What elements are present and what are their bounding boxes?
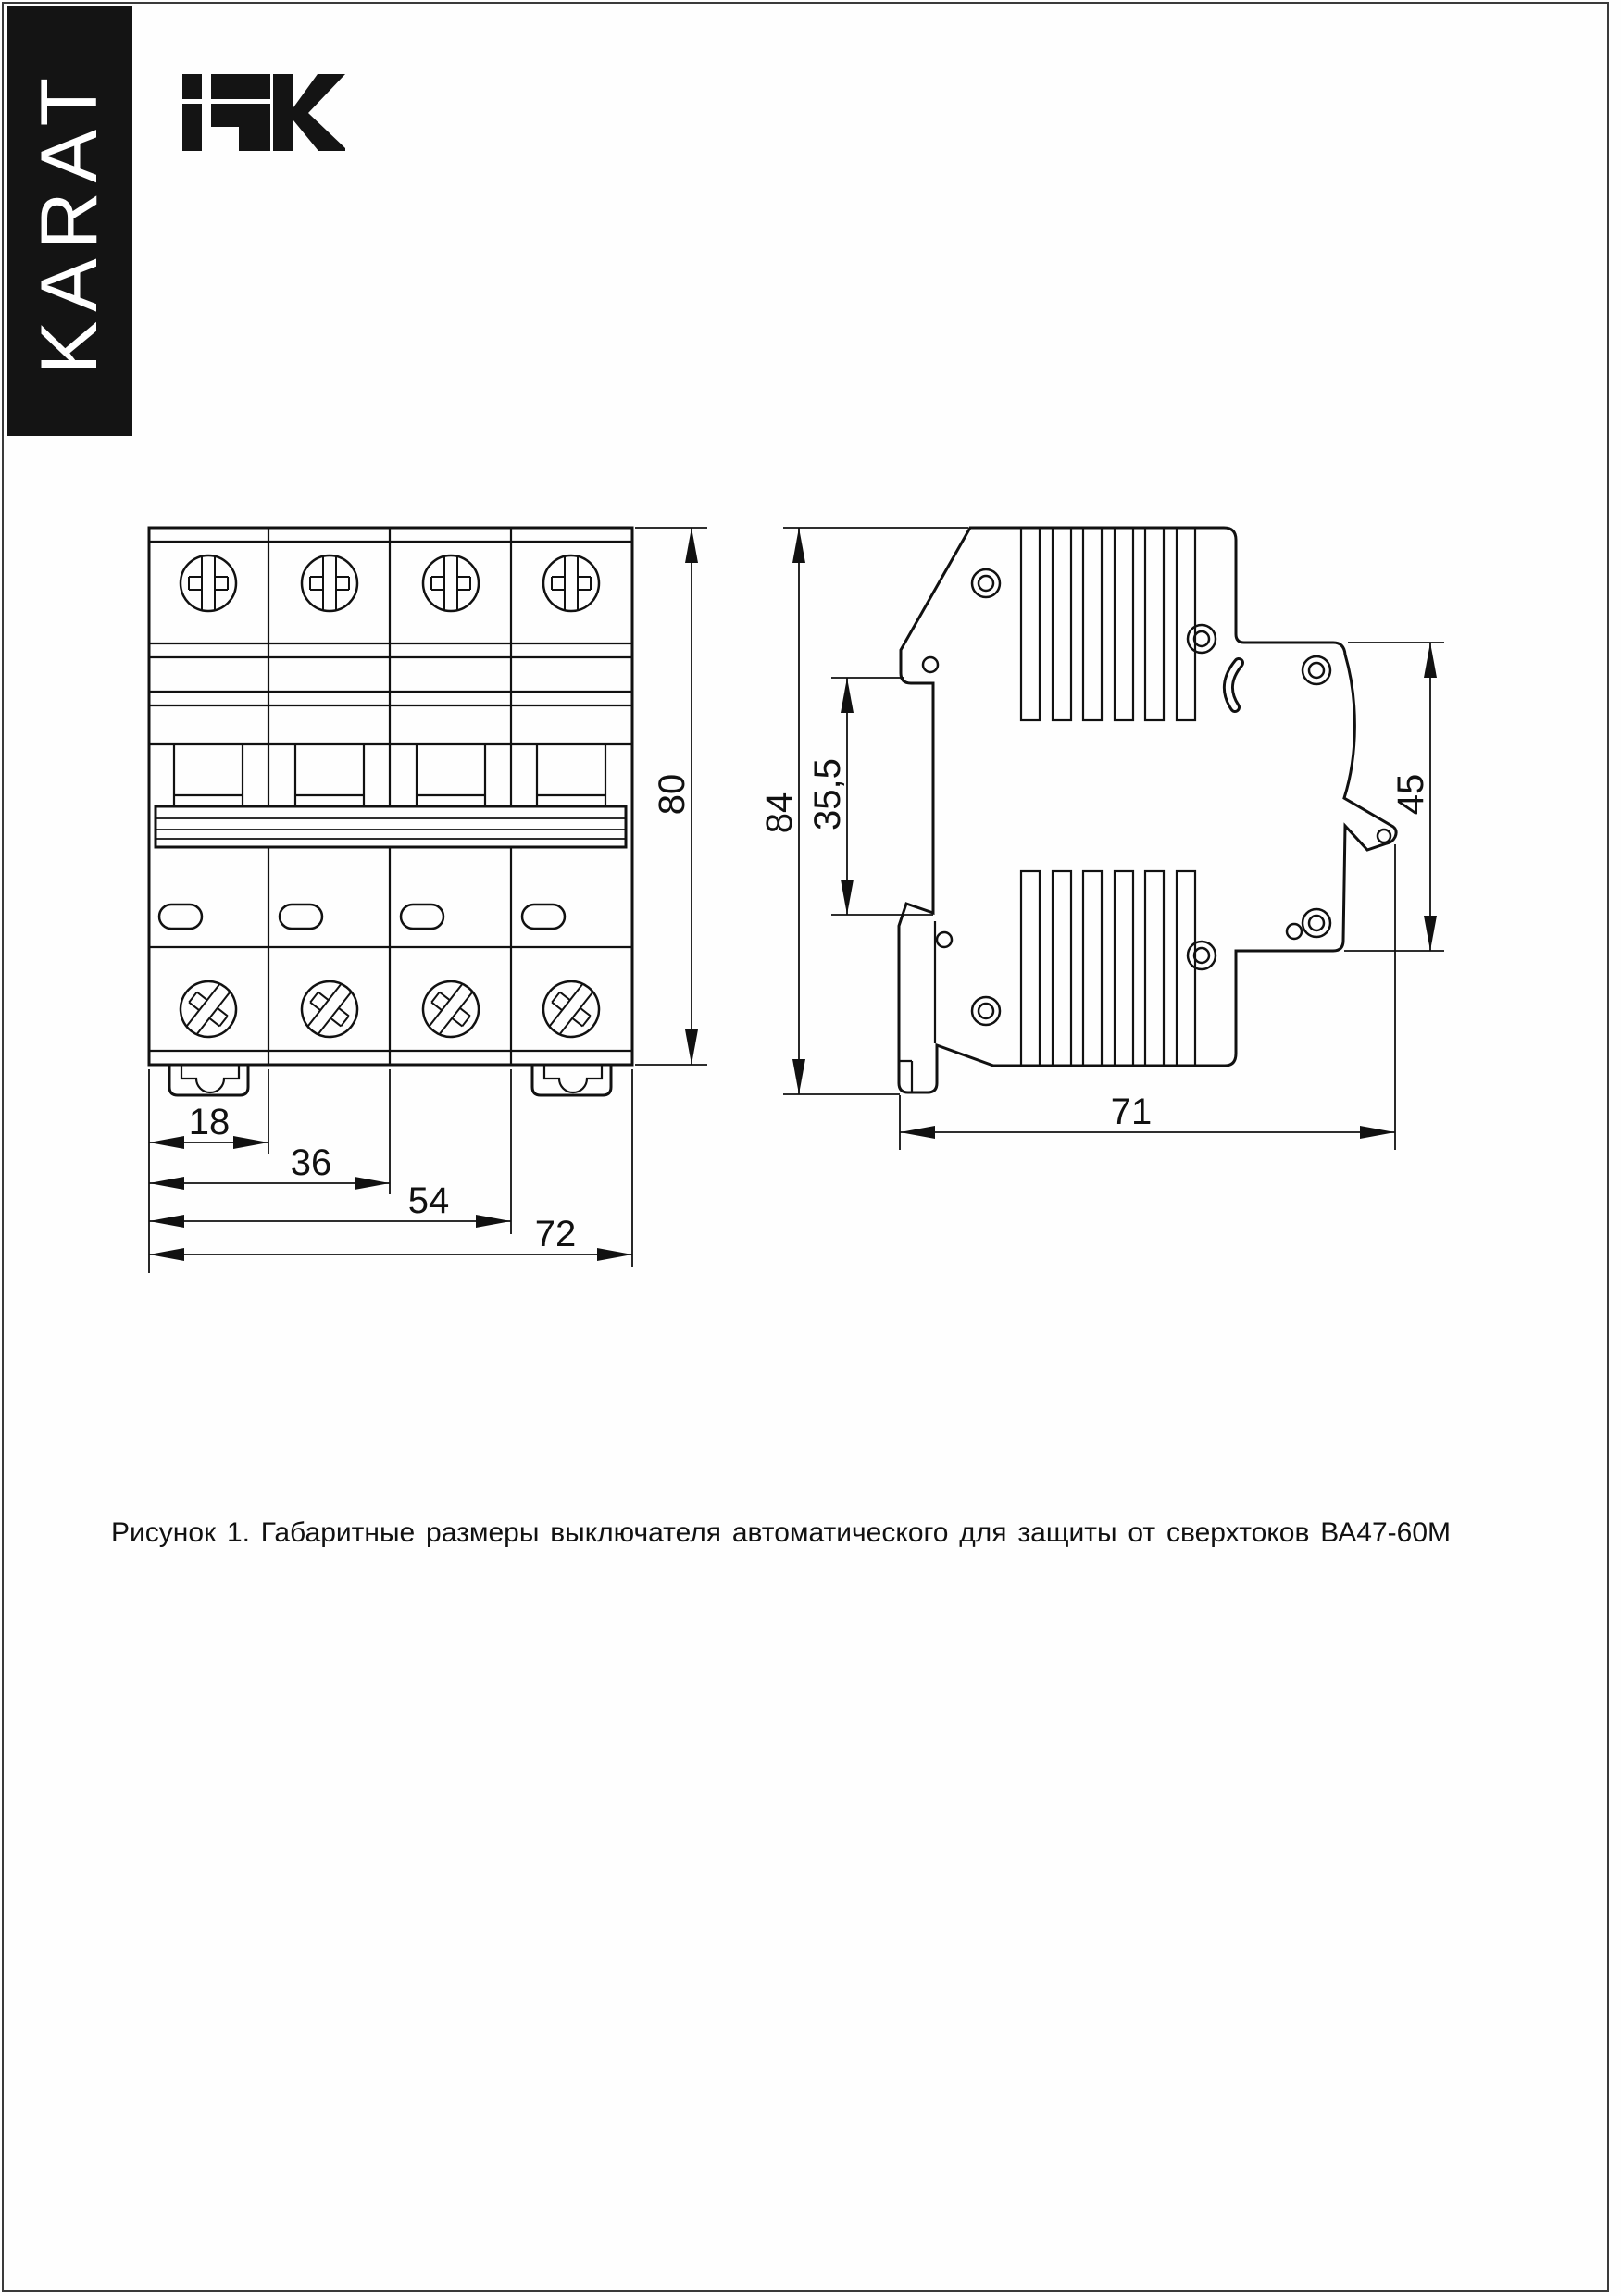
rivets (923, 569, 1390, 1025)
dim-width-18: 18 (188, 1102, 231, 1142)
dim-width-72: 72 (534, 1214, 577, 1254)
dim-height-84: 84 (759, 792, 800, 834)
dim-height-80: 80 (652, 773, 692, 816)
dim-recess-35-5: 35,5 (807, 758, 848, 830)
dim-front-45: 45 (1390, 773, 1431, 816)
dim-width-54: 54 (407, 1180, 450, 1221)
label-windows (159, 905, 565, 929)
curved-slot (1228, 663, 1239, 707)
dim-depth-71: 71 (1110, 1092, 1153, 1132)
handle-tie-bar (156, 806, 626, 847)
figure-caption: Рисунок 1. Габаритные размеры выключателя автоматического для защиты от сверхтоков ВА47-60М (111, 1517, 1451, 1548)
vent-slots-bottom (1021, 871, 1195, 1066)
side-view (899, 528, 1396, 1092)
vent-slots-top (1021, 528, 1195, 720)
karat-banner-text: KARAT (25, 68, 115, 374)
front-view (149, 528, 632, 1095)
front-view-dimensions (149, 528, 707, 1273)
dim-width-36: 36 (290, 1142, 332, 1183)
